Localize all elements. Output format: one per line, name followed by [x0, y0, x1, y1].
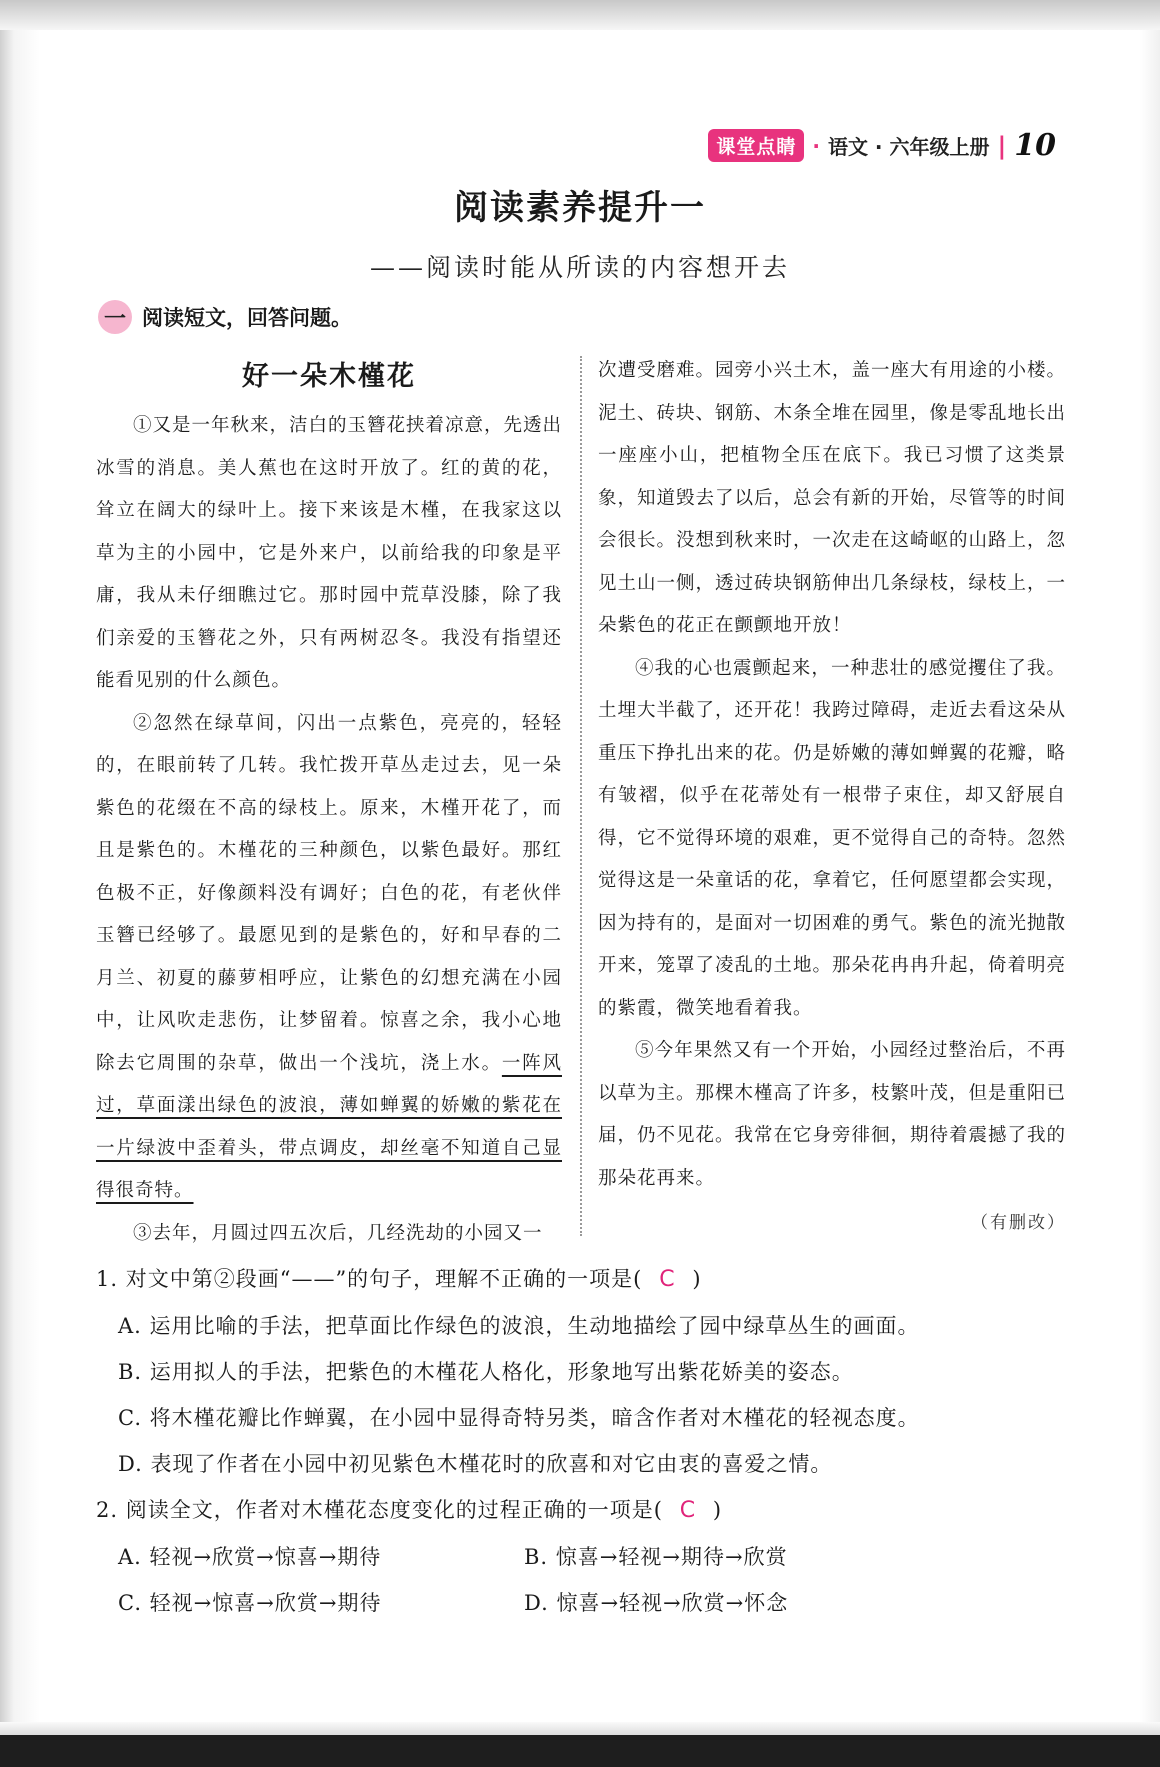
question-1-answer: C [659, 1267, 676, 1292]
question-2-options [96, 1534, 1086, 1626]
page-subtitle: ——阅读时能从所读的内容想开去 [369, 253, 790, 282]
paragraph-4: ④我的心也震颤起来，一种悲壮的感觉攫住了我。土埋大半截了，还开花！我跨过障碍，走近去看这朵从重压下挣扎出来的花。仍是娇嫩的薄如蝉翼的花瓣，略有皱褶，似乎在花蒂处有一根带子束住，却又舒展自得，它不觉得环境的艰难，更不觉得自己的奇特。忽然觉得这是一朵童话的花，拿着它，任何愿望都会实现，因为持有的，是面对一切困难的勇气。紫色的流光抛散开来，笼罩了凌乱的土地。那朵花冉冉升起，倚着明亮的紫霞，微笑地看着我。 [598, 657, 1067, 1019]
paragraph-5: ⑤今年果然又有一个开始，小园经过整治后，不再以草为主。那棵木槿高了许多，枝繁叶茂，但是重阳已届，仍不见花。我常在它身旁徘徊，期待着震撼了我的那朵花再来。 [598, 1040, 1067, 1189]
column-divider [580, 356, 582, 1236]
paragraph-3-start: ③去年，月圆过四五次后，几经洗劫的小园又一 [133, 1222, 543, 1244]
paragraph-2-text: ②忽然在绿草间，闪出一点紫色，亮亮的，轻轻的，在眼前转了几转。我忙拨开草丛走过去，见一朵紫色的花缀在不高的绿枝上。原来，木槿开花了，而且是紫色的。木槿花的三种颜色，以紫色最好。那红色极不正，好像颜料没有调好；白色的花，有老伙伴玉簪已经够了。最愿见到的是紫色的，好和早春的二月兰、初夏的藤萝相呼应，让紫色的幻想充满在小园中，让风吹走悲伤，让梦留着。惊喜之余，我小心地除去它周围的杂草，做出一个浅坑，浇上水。 [96, 712, 562, 1074]
question-2-close: ) [712, 1498, 723, 1522]
page-number: 10 [1014, 128, 1056, 163]
source-note: （有删改） [971, 1213, 1066, 1233]
underlined-sentence: 一阵风过，草面漾出绿色的波浪，薄如蝉翼的娇嫩的紫花在一片绿波中歪着头，带点调皮，却丝毫不知道自己显得很奇特。 [96, 1052, 562, 1201]
question-1-stem: 1. 对文中第②段画“——”的句子，理解不正确的一项是( [96, 1267, 643, 1291]
paragraph-3-continued: 次遭受磨难。园旁小兴土木，盖一座大有用途的小楼。泥土、砖块、钢筋、木条全堆在园里，像是零乱地长出一座座小山，把植物全压在底下。我已习惯了这类景象，知道毁去了以后，总会有新的开始，尽管等的时间会很长。没想到秋来时，一次走在这崎岖的山路上，忽见土山一侧，透过砖块钢筋伸出几条绿枝，绿枝上，一朵紫色的花正在颤颤地开放！ [598, 360, 1067, 636]
header-separator: | [997, 131, 1007, 160]
header-dot: · [812, 133, 820, 158]
question-2-option-b: B. 惊喜→轻视→期待→欣赏 [524, 1545, 788, 1569]
article-left-column [96, 350, 562, 1255]
questions [96, 1256, 1086, 1626]
question-2-stem: 2. 阅读全文，作者对木槿花态度变化的过程正确的一项是( [96, 1498, 663, 1522]
article-right-column [598, 350, 1066, 1233]
section-label: 阅读短文，回答问题。 [142, 306, 352, 330]
question-2-option-c: C. 轻视→惊喜→欣赏→期待 [118, 1591, 382, 1615]
page-title: 阅读素养提升一 [454, 188, 706, 228]
paragraph-2 [96, 703, 562, 1213]
question-1-close: ) [692, 1267, 702, 1291]
header-badge: 课堂点睛 [708, 129, 804, 162]
paragraph-1: ①又是一年秋来，洁白的玉簪花挟着凉意，先透出冰雪的消息。美人蕉也在这时开放了。红的黄的花，耸立在阔大的绿叶上。接下来该是木槿，在我家这以草为主的小园中，它是外来户，以前给我的印象是平庸，我从未仔细瞧过它。那时园中荒草没膝，除了我们亲爱的玉簪花之外，只有两树忍冬。我没有指望还能看见别的什么颜色。 [96, 415, 563, 691]
question-2-option-a: A. 轻视→欣赏→惊喜→期待 [118, 1545, 382, 1569]
question-1-option-a: A. 运用比喻的手法，把草面比作绿色的波浪，生动地描绘了园中绿草丛生的画面。 [118, 1314, 920, 1338]
question-1-option-c: C. 将木槿花瓣比作蝉翼，在小园中显得奇特另类，暗含作者对木槿花的轻视态度。 [118, 1406, 920, 1430]
viewer-bottom-bar [0, 1735, 1160, 1767]
header-subject: 语文 · 六年级上册 [827, 135, 990, 159]
question-1 [96, 1256, 1086, 1303]
page-bottom-edge [0, 1722, 1160, 1735]
question-1-option-b: B. 运用拟人的手法，把紫色的木槿花人格化，形象地写出紫花娇美的姿态。 [118, 1360, 854, 1384]
question-2-answer: C [679, 1498, 697, 1523]
section-number: 一 [98, 300, 132, 334]
question-2 [96, 1487, 1086, 1534]
section-heading [98, 300, 352, 334]
article-title: 好一朵木槿花 [242, 361, 416, 392]
question-2-option-d: D. 惊喜→轻视→欣赏→怀念 [524, 1591, 789, 1615]
question-1-option-d: D. 表现了作者在小园中初见紫色木槿花时的欣喜和对它由衷的喜爱之情。 [118, 1452, 833, 1476]
page-header [708, 128, 1056, 163]
